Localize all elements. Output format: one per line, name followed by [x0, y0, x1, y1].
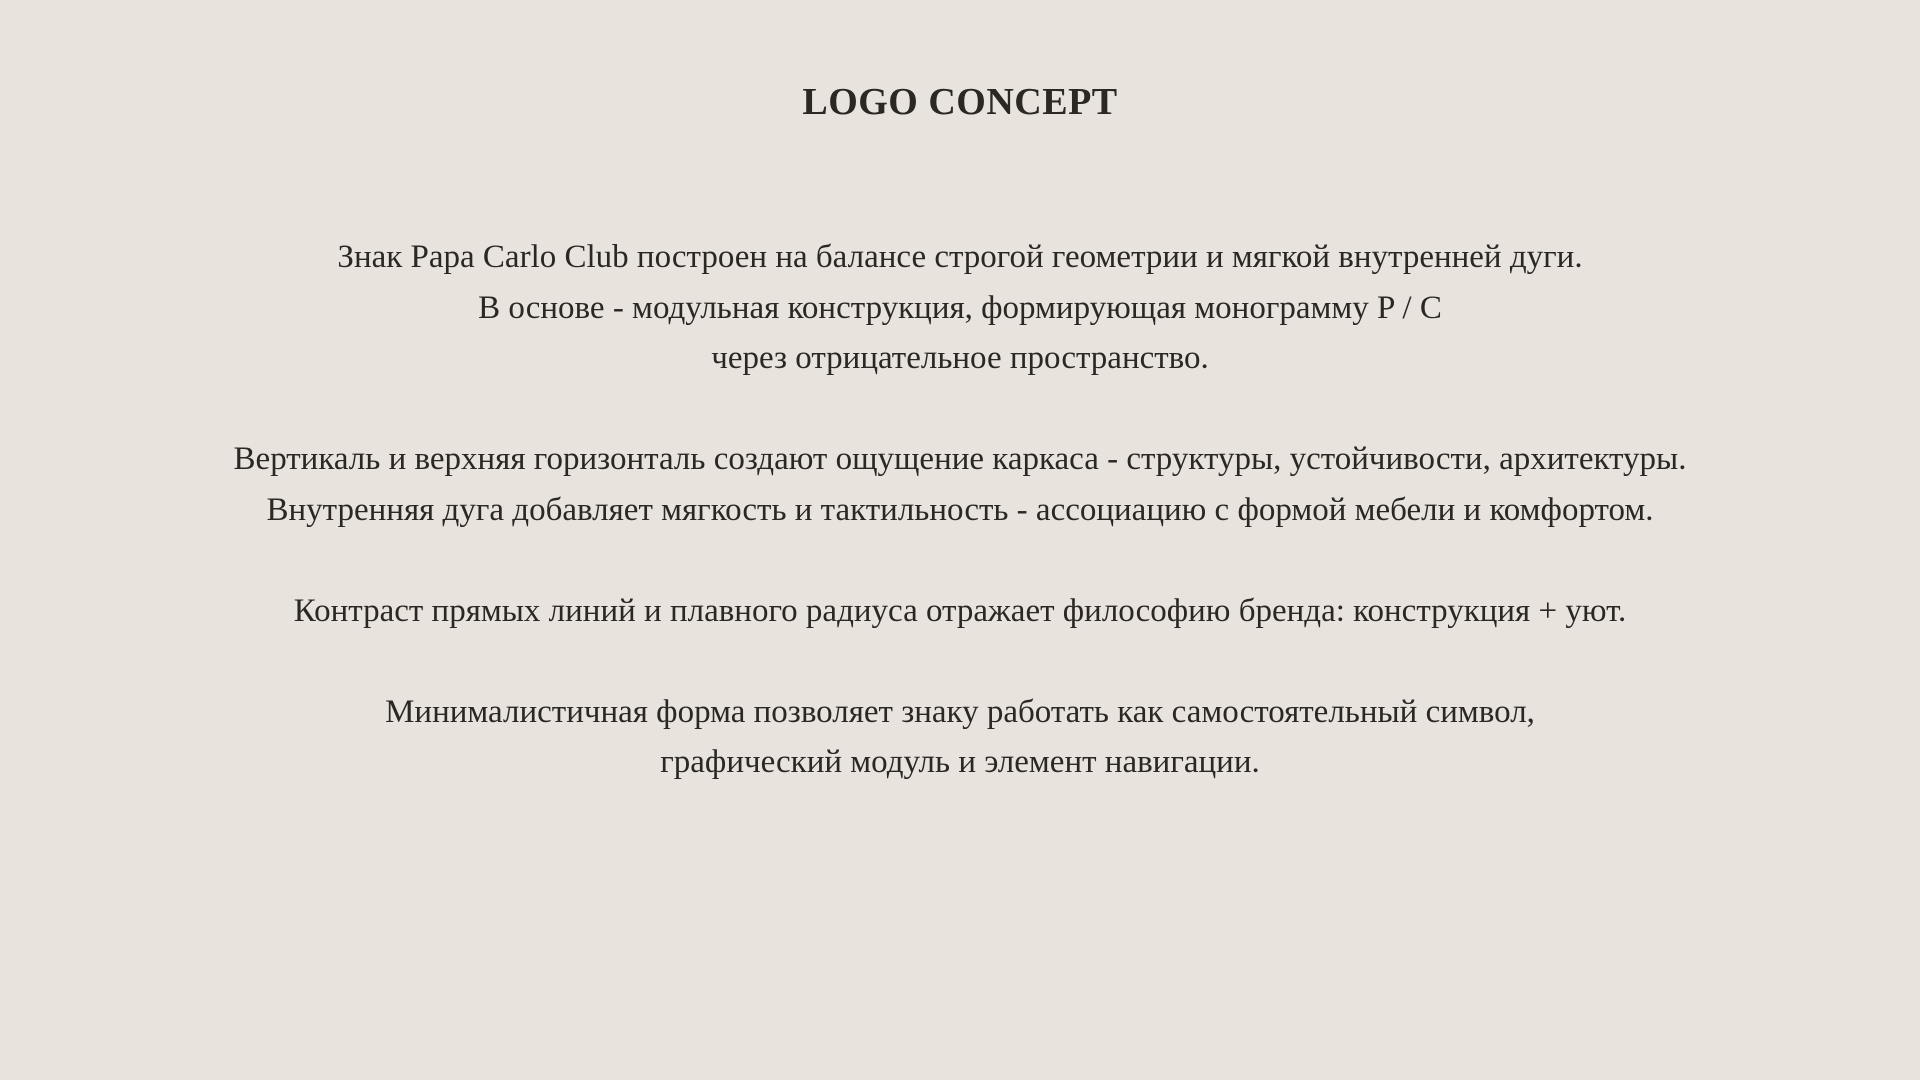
paragraph-1: [0, 232, 1920, 384]
text-line: Вертикаль и верхняя горизонталь создают ощущение каркаса - структуры, устойчивости, архитектуры.: [233, 441, 1687, 477]
text-line: В основе - модульная конструкция, формирующая монограмму P / C: [478, 289, 1442, 326]
text-line: Внутренняя дуга добавляет мягкость и тактильность - ассоциацию с формой мебели и комфортом.: [266, 491, 1654, 528]
paragraph-4: [0, 687, 1920, 788]
page-title: LOGO CONCEPT: [802, 81, 1118, 123]
paragraph-2: [0, 434, 1920, 535]
text-line: Контраст прямых линий и плавного радиуса отражает философию бренда: конструкция + уют.: [293, 592, 1627, 629]
text-line: Минималистичная форма позволяет знаку работать как самостоятельный символ,: [385, 693, 1535, 730]
concept-text: [0, 232, 1920, 838]
text-line: графический модуль и элемент навигации.: [660, 744, 1260, 780]
text-line: через отрицательное пространство.: [711, 340, 1209, 376]
paragraph-3: [0, 586, 1920, 637]
text-line: Знак Papa Carlo Club построен на балансе строгой геометрии и мягкой внутренней дуги.: [337, 239, 1583, 275]
